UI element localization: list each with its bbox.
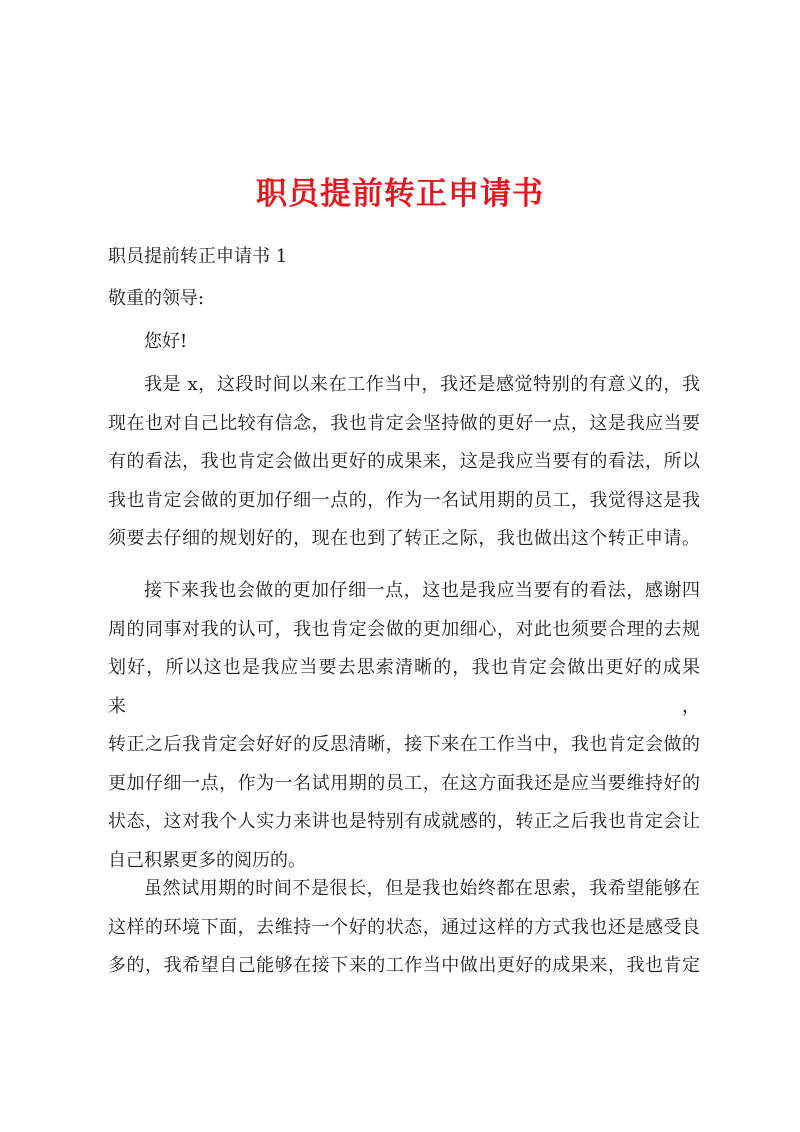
paragraph-2: [108, 572, 700, 880]
paragraph-line: 接下来我也会做的更加仔细一点，这也是我应当要有的看法，感谢四: [144, 580, 700, 601]
paragraph-1: [108, 366, 700, 559]
paragraph-line: 周的同事对我的认可，我也肯定会做的更加细心，对此也须要合理的去规: [108, 618, 700, 640]
paragraph-line: 多的，我希望自己能够在接下来的工作当中做出更好的成果来，我也肯定: [108, 955, 700, 976]
paragraph-line: 须要去仔细的规划好的，现在也到了转正之际，我也做出这个转正申请。: [108, 528, 700, 549]
paragraph-line: 有的看法，我也肯定会做出更好的成果来，这是我应当要有的看法，所以: [108, 451, 700, 472]
paragraph-line: 这样的环境下面，去维持一个好的状态，通过这样的方式我也还是感受良: [108, 916, 700, 938]
paragraph-line: 虽然试用期的时间不是很长，但是我也始终都在思索，我希望能够在: [144, 878, 700, 899]
paragraph-line: 更加仔细一点，作为一名试用期的员工，在这方面我还是应当要维持好的: [108, 772, 700, 794]
paragraph-line: 我是 x，这段时间以来在工作当中，我还是感觉特别的有意义的，我: [144, 374, 700, 395]
paragraph-line: 自己积累更多的阅历的。: [108, 849, 306, 871]
document-title: 职员提前转正申请书: [256, 176, 544, 212]
paragraph-line: 转正之后我肯定会好好的反思清晰，接下来在工作当中，我也肯定会做的: [108, 734, 700, 755]
paragraph-line: 我也肯定会做的更加仔细一点的，作为一名试用期的员工，我觉得这是我: [108, 489, 700, 511]
paragraph-line: 现在也对自己比较有信念，我也肯定会坚持做的更好一点，这是我应当要: [108, 412, 700, 434]
document-subtitle: 职员提前转正申请书 1: [108, 246, 288, 267]
paragraph-line: 划好，所以这也是我应当要去思索清晰的，我也肯定会做出更好的成果来，: [108, 657, 700, 717]
greeting: 您好!: [144, 331, 188, 352]
paragraph-line: 状态，这对我个人实力来讲也是特别有成就感的，转正之后我也肯定会让: [108, 811, 700, 832]
salutation: 敬重的领导:: [108, 288, 205, 309]
paragraph-3: [108, 870, 700, 986]
